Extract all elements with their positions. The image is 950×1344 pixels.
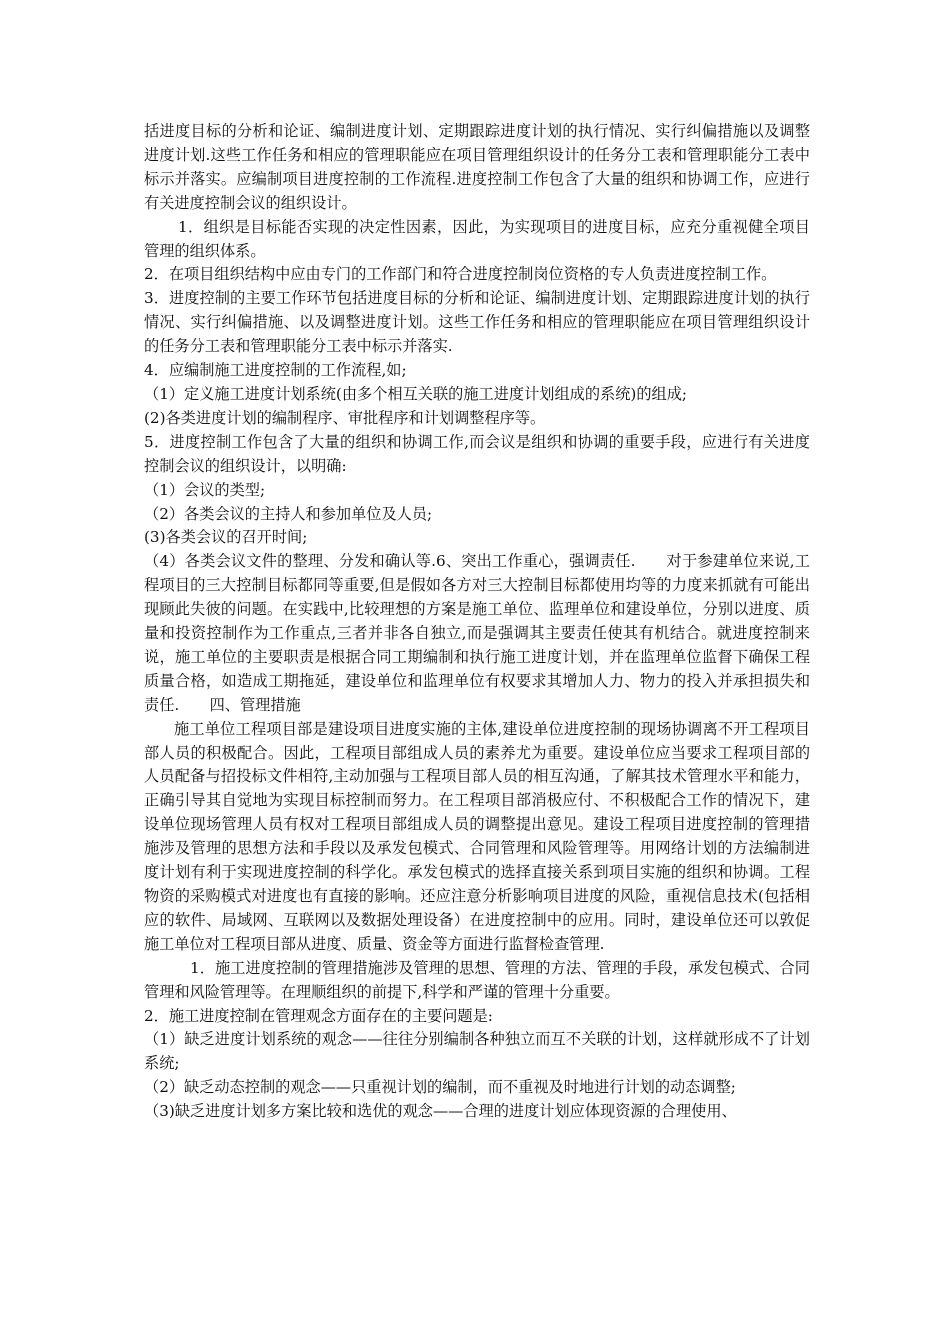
paragraph: 2．在项目组织结构中应由专门的工作部门和符合进度控制岗位资格的专人负责进度控制工作。: [144, 265, 777, 284]
paragraph: （1）定义施工进度计划系统(由多个相互关联的施工进度计划组成的系统)的组成;: [144, 384, 688, 403]
paragraph: （1）会议的类型;: [144, 480, 266, 499]
paragraph: 3．进度控制的主要工作环节包括进度目标的分析和论证、编制进度计划、定期跟踪进度计划的执行情况、实行纠偏措施、以及调整进度计划。这些工作任务和相应的管理职能应在项目管理组织设计的任务分工表和管理职能分工表中标示并落实.: [144, 289, 810, 356]
paragraph: （1）缺乏进度计划系统的观念——往往分别编制各种独立而互不关联的计划，这样就形成不了计划系统;: [144, 1030, 810, 1073]
paragraph: 2．施工进度控制在管理观念方面存在的主要问题是:: [144, 1006, 493, 1025]
paragraph: 施工单位工程项目部是建设项目进度实施的主体,建设单位进度控制的现场协调离不开工程项目部人员的积极配合。因此，工程项目部组成人员的素养尤为重要。建设单位应当要求工程项目部的人员配备与招投标文件相符,主动加强与工程项目部人员的相互沟通，了解其技术管理水平和能力，正确引导其自觉地为实现目标控制而努力。在工程项目部消极应付、不积极配合工作的情况下，建设单位现场管理人员有权对工程项目部组成人员的调整提出意见。建设工程项目进度控制的管理措施涉及管理的思想方法和手段以及承发包模式、合同管理和风险管理等。用网络计划的方法编制进度计划有利于实现进度控制的科学化。承发包模式的选择直接关系到项目实施的组织和协调。工程物资的采购模式对进度也有直接的影响。还应注意分析影响项目进度的风险，重视信息技术(包括相应的软件、局域网、互联网以及数据处理设备）在进度控制中的应用。同时，建设单位还可以敦促施工单位对工程项目部从进度、质量、资金等方面进行监督检查管理.: [144, 719, 810, 953]
paragraph: （3)缺乏进度计划多方案比较和选优的观念——合理的进度计划应体现资源的合理使用、: [144, 1102, 737, 1121]
paragraph: （2）各类会议的主持人和参加单位及人员;: [144, 504, 433, 523]
paragraph: (2)各类进度计划的编制程序、审批程序和计划调整程序等。: [144, 408, 546, 427]
paragraph: 5．进度控制工作包含了大量的组织和协调工作,而会议是组织和协调的重要手段，应进行有关进度控制会议的组织设计，以明确:: [144, 432, 810, 475]
paragraph: 1．组织是目标能否实现的决定性因素，因此，为实现项目的进度目标，应充分重视健全项目管理的组织体系。: [144, 217, 810, 260]
paragraph: （2）缺乏动态控制的观念——只重视计划的编制，而不重视及时地进行计划的动态调整;: [144, 1078, 736, 1097]
paragraph: 括进度目标的分析和论证、编制进度计划、定期跟踪进度计划的执行情况、实行纠偏措施以及调整进度计划.这些工作任务和相应的管理职能应在项目管理组织设计的任务分工表和管理职能分工表中标示并落实。应编制项目进度控制的工作流程.进度控制工作包含了大量的组织和协调工作，应进行有关进度控制会议的组织设计。: [144, 122, 810, 212]
paragraph: 1．施工进度控制的管理措施涉及管理的思想、管理的方法、管理的手段，承发包模式、合同管理和风险管理等。在理顺组织的前提下,科学和严谨的管理十分重要。: [144, 958, 810, 1001]
paragraph: (3)各类会议的召开时间;: [144, 528, 308, 547]
paragraph: （4）各类会议文件的整理、分发和确认等.6、突出工作重心，强调责任. 对于参建单位来说,工程项目的三大控制目标都同等重要,但是假如各方对三大控制目标都使用均等的力度来抓就有可能出现顾此失彼的问题。在实践中,比较理想的方案是施工单位、监理单位和建设单位，分别以进度、质量和投资控制作为工作重点,三者并非各自独立,而是强调其主要责任使其有机结合。就进度控制来说，施工单位的主要职责是根据合同工期编制和执行施工进度计划，并在监理单位监督下确保工程质量合格，如造成工期拖延，建设单位和监理单位有权要求其增加人力、物力的投入并承担损失和责任. 四、管理措施: [144, 552, 810, 714]
document-body: [144, 120, 810, 1124]
paragraph: 4．应编制施工进度控制的工作流程,如;: [144, 361, 407, 380]
